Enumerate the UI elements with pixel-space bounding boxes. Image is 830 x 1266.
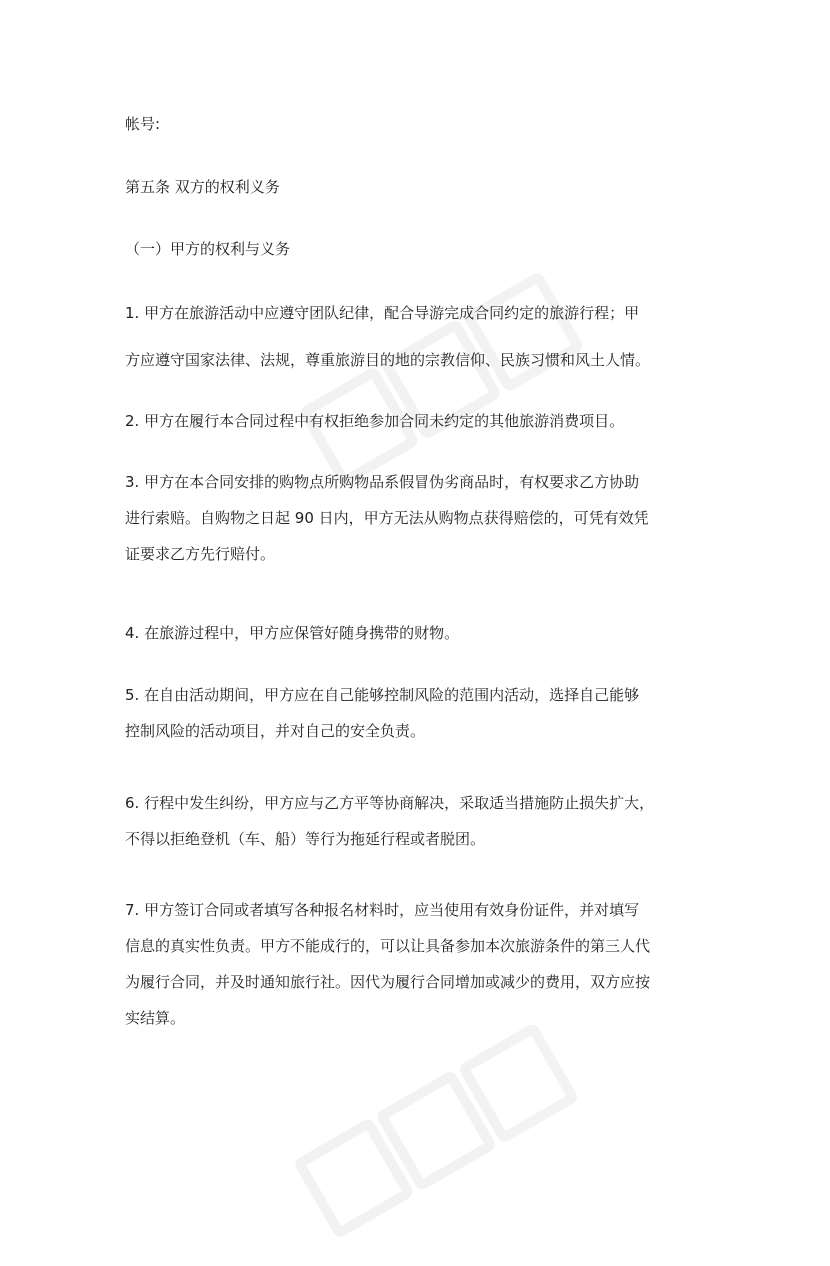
clause-line: 证要求乙方先行赔付。 — [125, 545, 276, 563]
clause-line: 进行索赔。自购物之日起 90 日内，甲方无法从购物点获得赔偿的，可凭有效凭 — [125, 509, 649, 527]
clause-3 — [125, 471, 649, 565]
section-title: 第五条 双方的权利义务 — [125, 178, 280, 196]
clause-line: 2. 甲方在履行本合同过程中有权拒绝参加合同未约定的其他旅游消费项目。 — [125, 412, 625, 430]
clause-line: 控制风险的活动项目，并对自己的安全负责。 — [125, 722, 426, 740]
watermark-glyph — [292, 1117, 415, 1240]
subsection-title: （一）甲方的权利与义务 — [125, 240, 291, 258]
clause-line: 5. 在自由活动期间，甲方应在自己能够控制风险的范围内活动，选择自己能够 — [125, 686, 640, 704]
watermark-bottom — [282, 1014, 577, 1265]
clause-line: 不得以拒绝登机（车、船）等行为拖延行程或者脱团。 — [125, 830, 486, 848]
clause-line: 6. 行程中发生纠纷，甲方应与乙方平等协商解决，采取适当措施防止损失扩大， — [125, 794, 655, 812]
account-label: 帐号: — [125, 115, 161, 133]
clause-line: 为履行合同，并及时通知旅行社。因代为履行合同增加或减少的费用，双方应按 — [125, 973, 651, 991]
clause-6 — [125, 792, 654, 850]
clause-line: 实结算。 — [125, 1009, 186, 1027]
clause-line: 1. 甲方在旅游活动中应遵守团队纪律，配合导游完成合同约定的旅游行程；甲 — [125, 304, 640, 322]
clause-line: 3. 甲方在本合同安排的购物点所购物品系假冒伪劣商品时，有权要求乙方协助 — [125, 473, 640, 491]
clause-4 — [125, 622, 459, 644]
clause-line: 信息的真实性负责。甲方不能成行的，可以让具备参加本次旅游条件的第三人代 — [125, 937, 651, 955]
clause-line: 7. 甲方签订合同或者填写各种报名材料时，应当使用有效身份证件，并对填写 — [125, 901, 640, 919]
clause-7 — [125, 899, 650, 1029]
clause-5 — [125, 684, 639, 742]
clause-line: 4. 在旅游过程中，甲方应保管好随身携带的财物。 — [125, 624, 460, 642]
clause-line: 方应遵守国家法律、法规，尊重旅游目的地的宗教信仰、民族习惯和风土人情。 — [125, 351, 651, 369]
clause-2 — [125, 410, 624, 432]
clause-1 — [125, 302, 650, 371]
watermark-glyph — [457, 1022, 580, 1145]
